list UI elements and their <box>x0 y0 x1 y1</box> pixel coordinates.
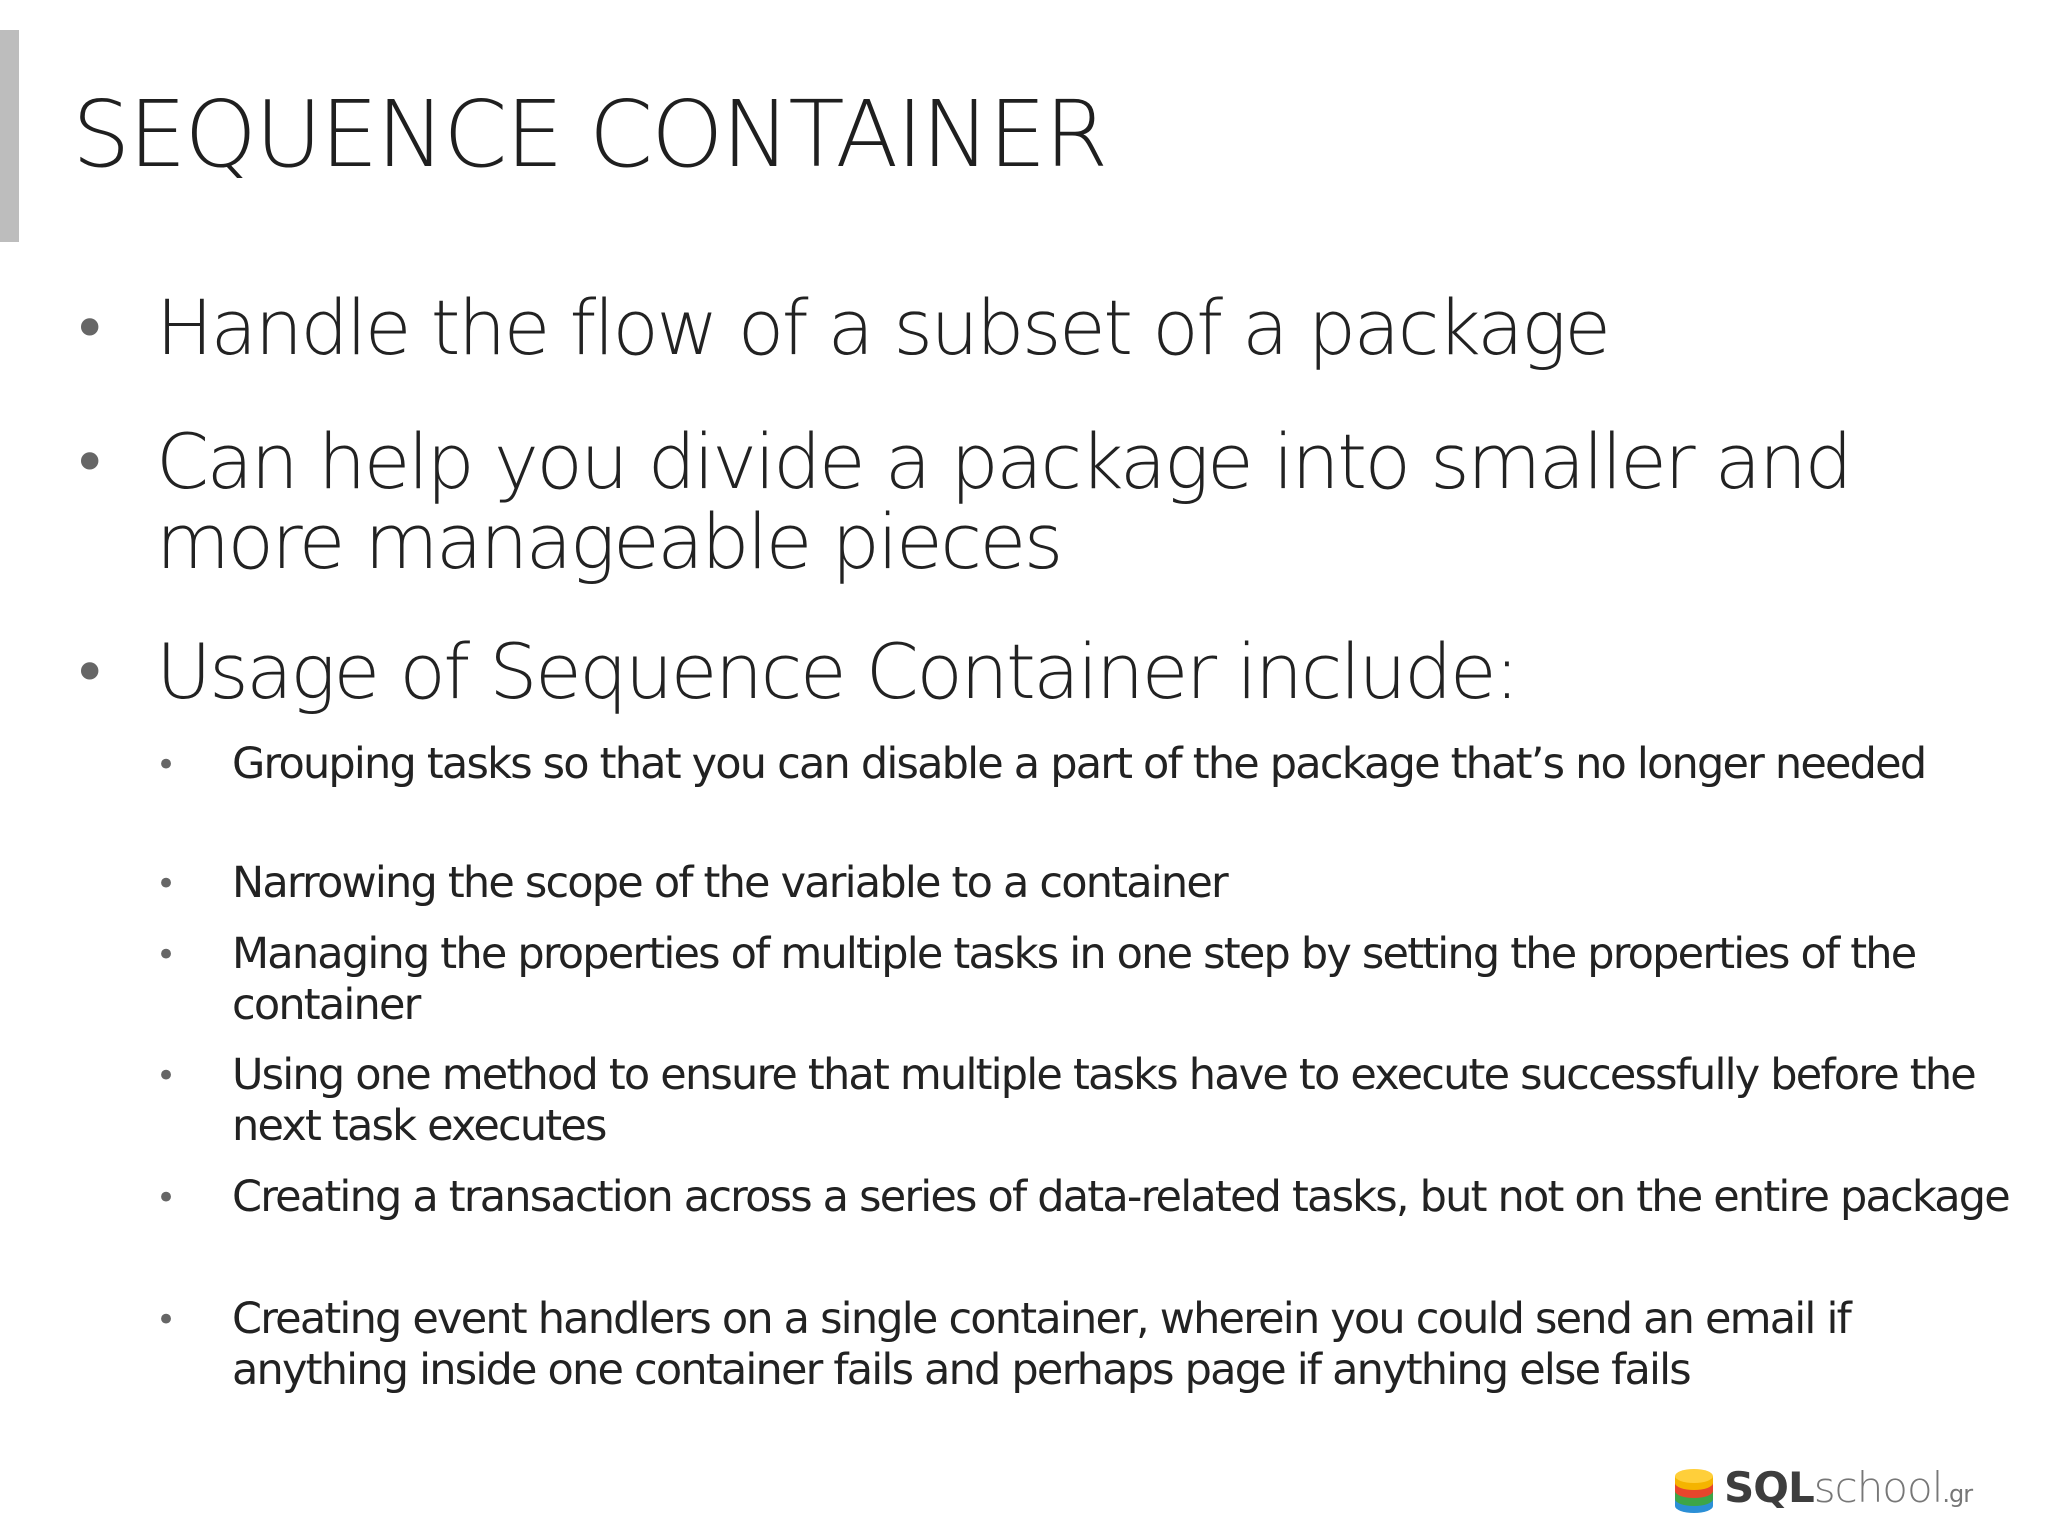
sub-bullet-item <box>156 1050 2026 1152</box>
bullet-item <box>72 283 2002 372</box>
bullet-item <box>72 417 2002 586</box>
bullet-text: Usage of Sequence Container include: <box>156 627 1518 716</box>
sub-bullet-text: Using one method to ensure that multiple tasks have to execute successfully before the next task executes <box>232 1050 1975 1151</box>
bullet-item <box>72 627 2002 716</box>
logo-suffix-text: .gr <box>1942 1480 1973 1508</box>
sub-bullet-text: Creating event handlers on a single container, wherein you could send an email if anything inside one container fails and perhaps page if anything else fails <box>232 1294 1850 1395</box>
logo-wordmark <box>1724 1462 1972 1520</box>
sub-bullet-item <box>156 929 2026 1031</box>
sub-bullet-glyph: • <box>156 745 177 785</box>
logo-school-text: school <box>1813 1463 1943 1512</box>
sub-bullet-glyph: • <box>156 864 177 904</box>
sub-bullet-item <box>156 1172 2026 1224</box>
sub-bullet-item <box>156 739 2026 791</box>
logo-sql-text: SQL <box>1724 1463 1814 1512</box>
sub-bullet-text: Creating a transaction across a series of data-related tasks, but not on the entire package <box>232 1172 2009 1222</box>
sqlschool-logo <box>1672 1460 1972 1522</box>
bullet-glyph: • <box>72 638 108 708</box>
sub-bullet-item <box>156 1294 2026 1396</box>
sub-bullet-item <box>156 858 2026 910</box>
sub-bullet-glyph: • <box>156 1178 177 1218</box>
database-stack-icon <box>1672 1466 1716 1516</box>
bullet-text: Can help you divide a package into smaller and more manageable pieces <box>156 417 1851 586</box>
sub-bullet-glyph: • <box>156 1056 177 1096</box>
sub-bullet-text: Narrowing the scope of the variable to a container <box>232 858 1227 908</box>
sub-bullet-glyph: • <box>156 935 177 975</box>
bullet-text: Handle the flow of a subset of a package <box>156 283 1609 372</box>
slide-title: SEQUENCE CONTAINER <box>72 81 1107 188</box>
sub-bullet-glyph: • <box>156 1300 177 1340</box>
bullet-glyph: • <box>72 428 108 498</box>
sub-bullet-text: Grouping tasks so that you can disable a part of the package that’s no longer needed <box>232 739 1926 789</box>
bullet-glyph: • <box>72 294 108 364</box>
sub-bullet-text: Managing the properties of multiple tasks in one step by setting the properties of the container <box>232 929 1916 1030</box>
